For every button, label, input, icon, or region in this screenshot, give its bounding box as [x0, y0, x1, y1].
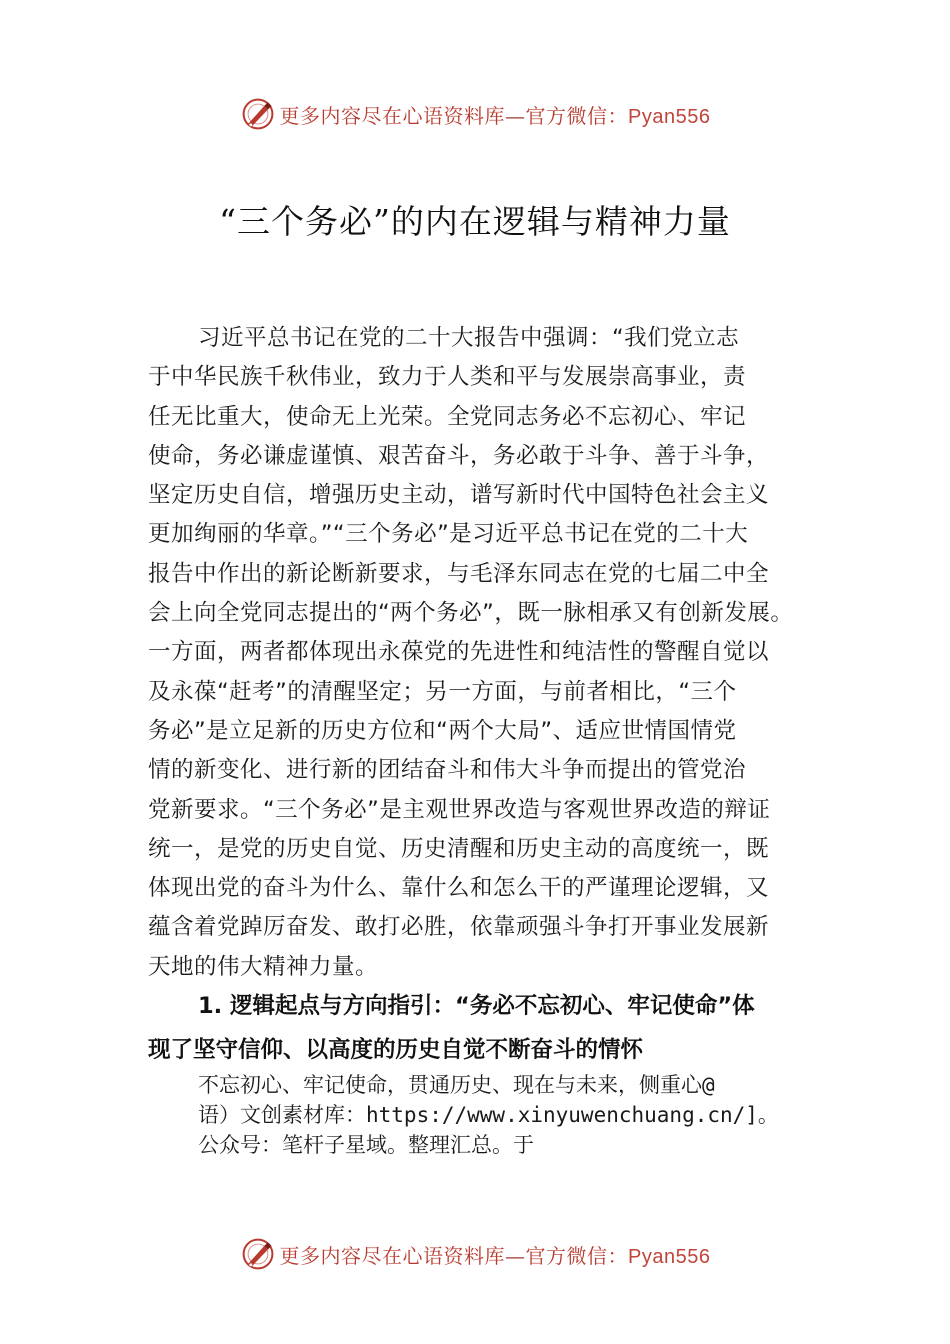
paragraph-line: 及永葆“赶考”的清醒坚定；另一方面，与前者相比，“三个	[148, 678, 737, 705]
paragraph-line: 报告中作出的新论断新要求，与毛泽东同志在党的七届二中全	[148, 560, 770, 587]
section-heading	[148, 984, 848, 1072]
document-title: “三个务必”的内在逻辑与精神力量	[219, 202, 731, 241]
paragraph-line: 一方面，两者都体现出永葆党的先进性和纯洁性的警醒自觉以	[148, 639, 770, 666]
paragraph-line: 任无比重大，使命无上光荣。全党同志务必不忘初心、牢记	[148, 403, 747, 430]
banner-separator: —	[505, 1243, 526, 1268]
banner-wechat-id: Pyan556	[628, 105, 711, 128]
paragraph-line: 坚定历史自信，增强历史主动，谱写新时代中国特色社会主义	[148, 482, 770, 509]
paragraph-line: 使命，务必谦虚谨慎、艰苦奋斗，务必敢于斗争、善于斗争，	[148, 442, 770, 469]
paragraph-line: 会上向全党同志提出的“两个务必”，既一脉相承又有创新发展。	[148, 600, 794, 627]
paragraph-line: 体现出党的奋斗为什么、靠什么和怎么干的严谨理论逻辑，又	[148, 875, 770, 902]
banner-text	[280, 1240, 711, 1269]
paragraph-line: 天地的伟大精神力量。	[148, 953, 379, 980]
banner-text	[280, 100, 711, 129]
paragraph-line: 于中华民族千秋伟业，致力于人类和平与发展崇高事业，责	[148, 364, 747, 391]
banner-main-text: 更多内容尽在心语资料库	[279, 103, 506, 128]
header-banner	[0, 92, 950, 136]
paragraph-line: 更加绚丽的华章。”“三个务必”是习近平总书记在党的二十大	[148, 521, 749, 548]
excerpt-block	[198, 1070, 848, 1160]
footer-banner	[0, 1232, 950, 1276]
fountain-pen-logo-icon	[240, 96, 276, 132]
paragraph-line: 统一，是党的历史自觉、历史清醒和历史主动的高度统一，既	[148, 835, 770, 862]
paragraph-line: 情的新变化、进行新的团结奋斗和伟大斗争而提出的管党治	[148, 757, 747, 784]
banner-wechat-label: 官方微信：	[525, 1243, 629, 1268]
paragraph-line: 蕴含着党踔厉奋发、敢打必胜，依靠顽强斗争打开事业发展新	[148, 914, 770, 941]
excerpt-line: 语）文创素材库：https://www.xinyuwenchuang.cn/]。	[198, 1103, 779, 1127]
banner-separator: —	[505, 103, 526, 128]
section-heading-line: 现了坚守信仰、以高度的历史自觉不断奋斗的情怀	[148, 1037, 644, 1063]
paragraph-line: 党新要求。“三个务必”是主观世界改造与客观世界改造的辩证	[148, 796, 771, 823]
banner-main-text: 更多内容尽在心语资料库	[279, 1243, 506, 1268]
banner-wechat-id: Pyan556	[628, 1245, 711, 1268]
excerpt-line: 不忘初心、牢记使命，贯通历史、现在与未来，侧重心@	[198, 1073, 715, 1097]
paragraph-line: 习近平总书记在党的二十大报告中强调：“我们党立志	[198, 325, 740, 351]
section-heading-line: 1. 逻辑起点与方向指引：“务必不忘初心、牢记使命”体	[198, 993, 755, 1019]
paragraph-line: 务必”是立足新的历史方位和“两个大局”、适应世情国情党	[148, 717, 737, 744]
banner-wechat-label: 官方微信：	[525, 103, 629, 128]
main-paragraph	[148, 319, 848, 987]
fountain-pen-logo-icon	[240, 1236, 276, 1272]
excerpt-line: 公众号：笔杆子星域。整理汇总。于	[198, 1133, 534, 1157]
